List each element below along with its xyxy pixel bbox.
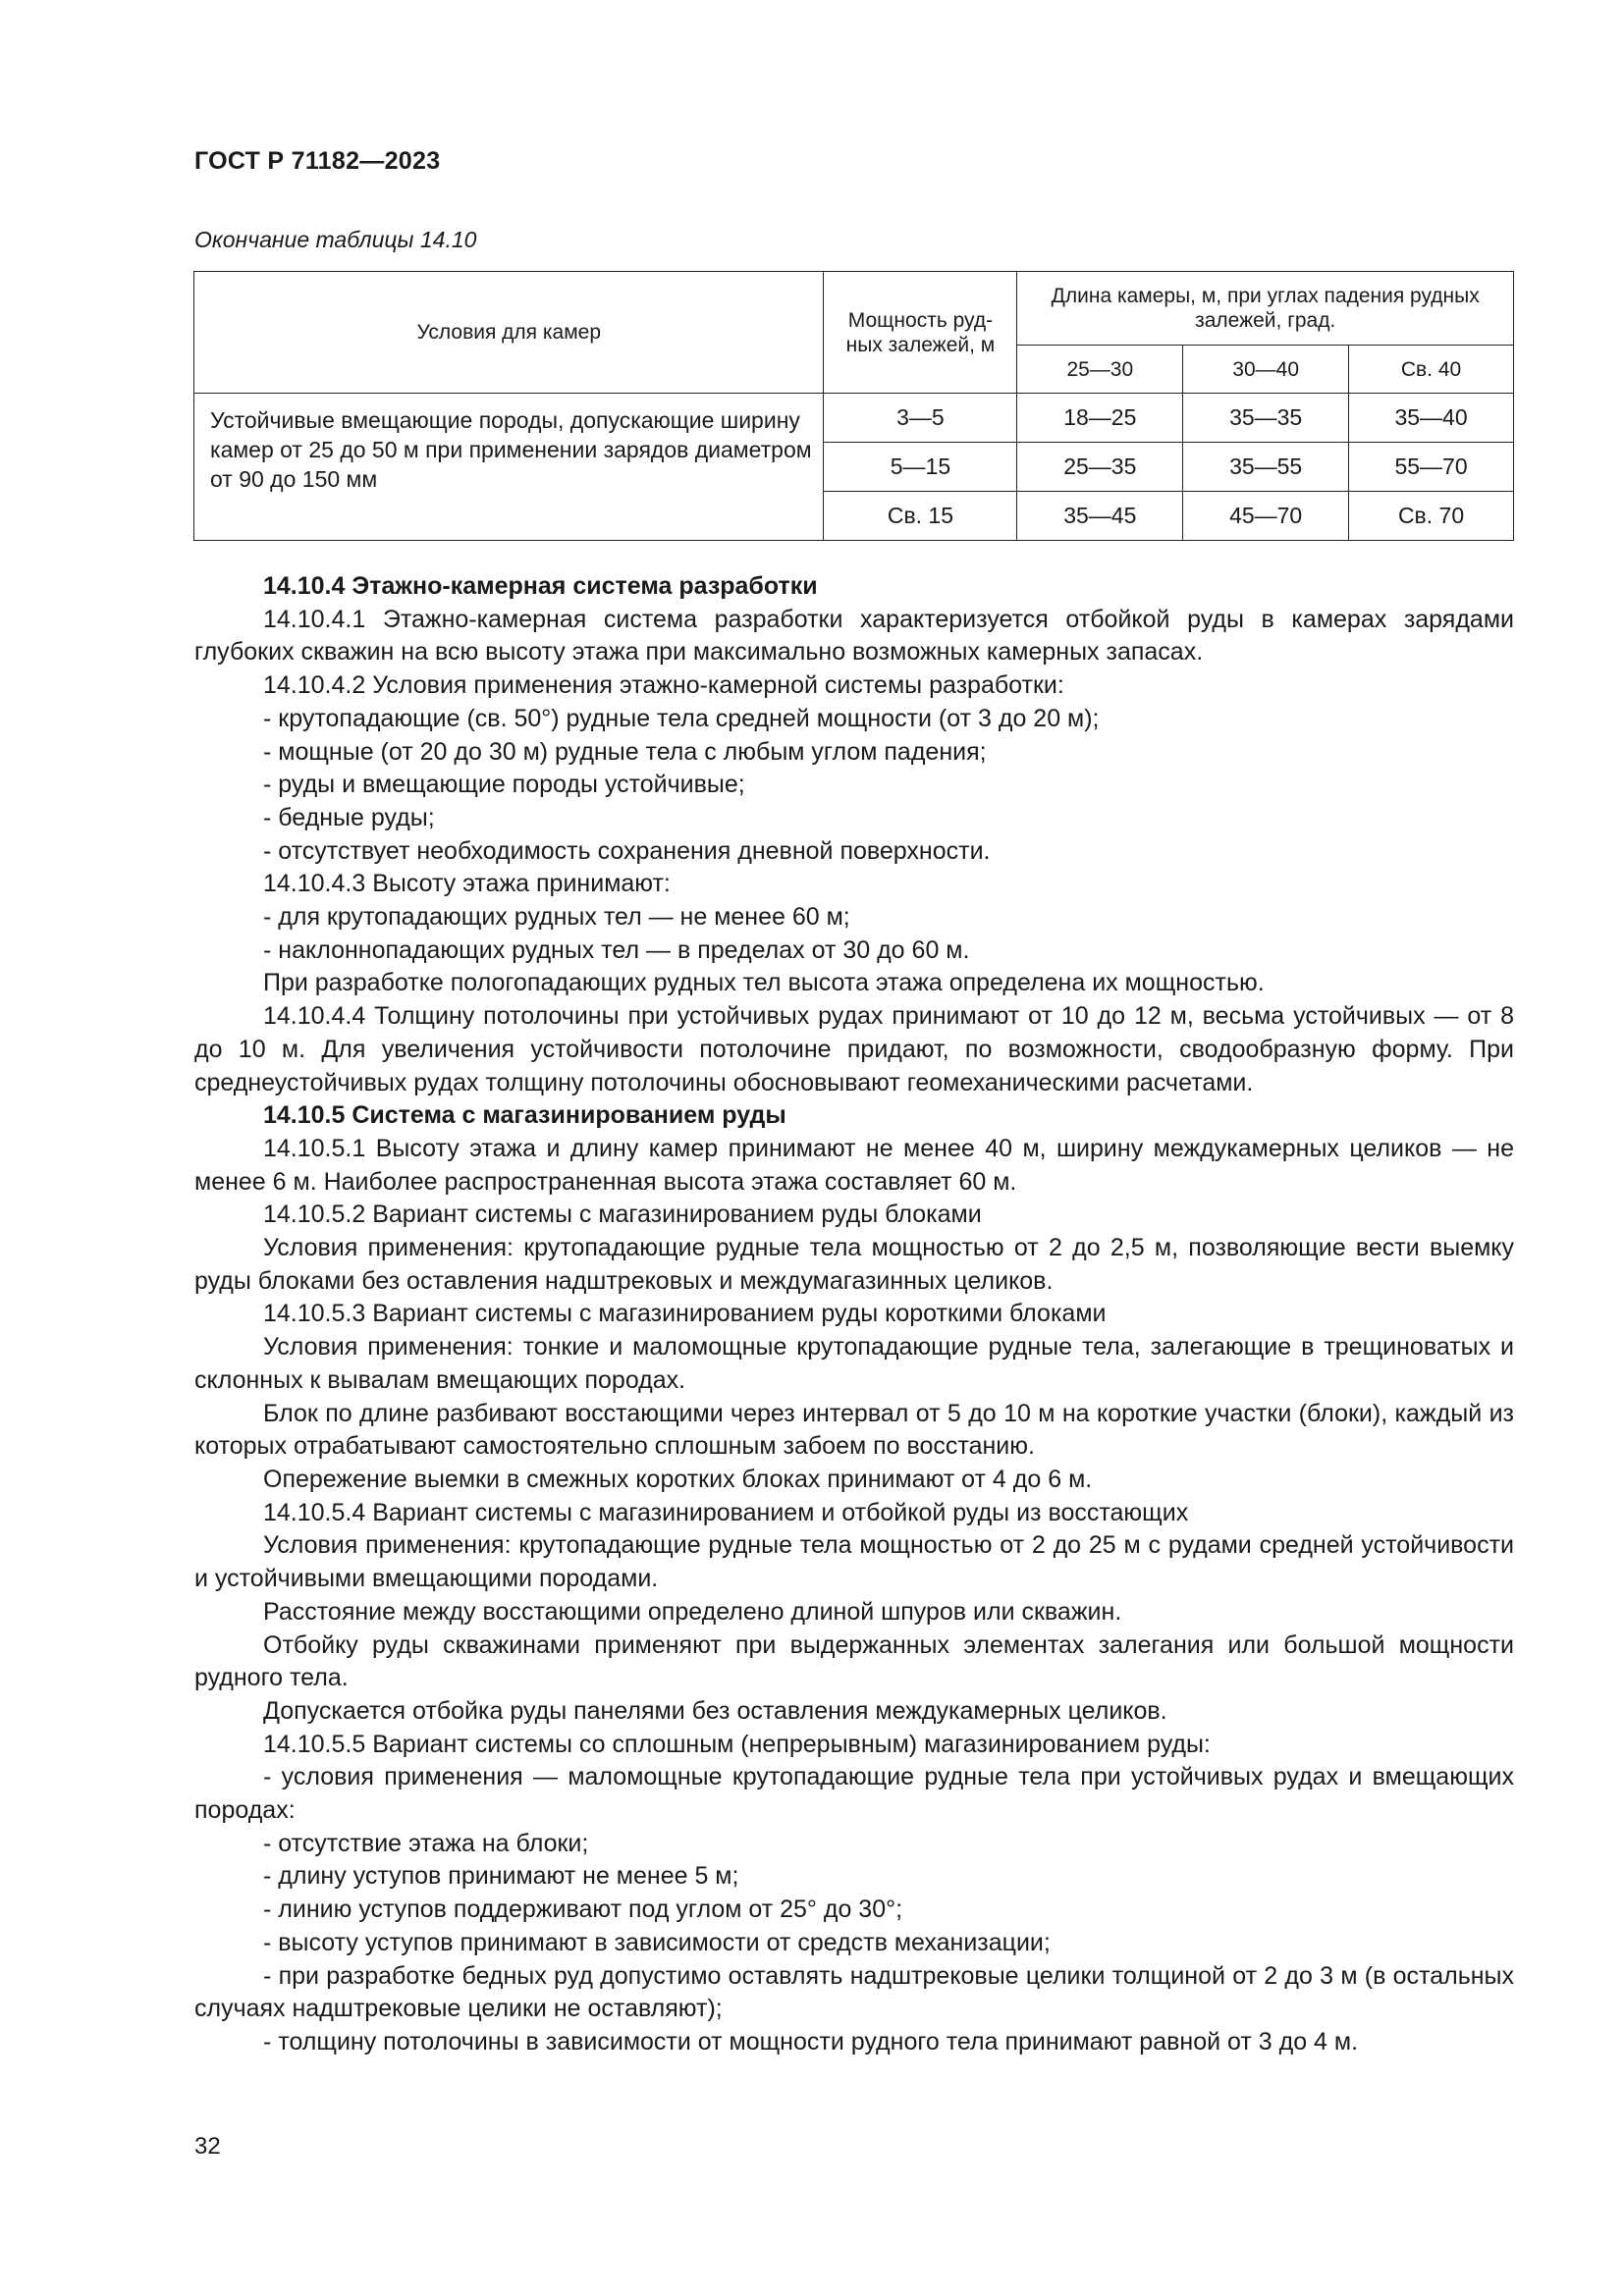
length-cell: 18—25 <box>1017 394 1183 443</box>
paragraph: 14.10.4.3 Высоту этажа принимают: <box>263 870 671 898</box>
list-item: - руды и вмещающие породы устойчивые; <box>263 771 745 799</box>
paragraph: Расстояние между восстающими определено длиной шпуров или скважин. <box>263 1597 1122 1626</box>
list-item: - при разработке бедных руд допустимо оставлять надштрековые целики толщиной от 2 до 3 м (в остальных случаях надштрековые целики не оставляют); <box>194 1961 1514 2023</box>
paragraph: 14.10.5.2 Вариант системы с магазинированием руды блоками <box>263 1201 982 1229</box>
paragraph: Условия применения: тонкие и маломощные крутопадающие рудные тела, залегающие в трещиноватых и склонных к вывалам вмещающих породах. <box>194 1333 1514 1394</box>
paragraph: 14.10.5.1 Высоту этажа и длину камер принимают не менее 40 м, ширину междукамерных целиков — не менее 6 м. Наиболее распространенная высота этажа составляет 60 м. <box>194 1134 1514 1196</box>
paragraph: Блок по длине разбивают восстающими через интервал от 5 до 10 м на короткие участки (блоки), каждый из которых отрабатывают самостоятельно сплошным забоем по восстанию. <box>194 1399 1514 1461</box>
length-cell: 25—35 <box>1017 443 1183 492</box>
body-text <box>194 570 1514 2059</box>
header-thickness: Мощность руд-ных залежей, м <box>824 272 1017 394</box>
paragraph: Допускается отбойка руды панелями без оставления междукамерных целиков. <box>263 1696 1167 1725</box>
length-cell: 35—55 <box>1183 443 1349 492</box>
list-item: - отсутствие этажа на блоки; <box>263 1829 589 1857</box>
thickness-cell: Св. 15 <box>824 492 1017 541</box>
table-caption: Окончание таблицы 14.10 <box>194 227 477 252</box>
paragraph: Отбойку руды скважинами применяют при выдержанных элементах залегания или большой мощности рудного тела. <box>194 1630 1514 1692</box>
paragraph: 14.10.4.1 Этажно-камерная система разработки характеризуется отбойкой руды в камерах зарядами глубоких скважин на всю высоту этажа при максимально возможных камерных запасах. <box>194 605 1514 667</box>
document-header: ГОСТ Р 71182—2023 <box>194 147 441 175</box>
paragraph: 14.10.4.2 Условия применения этажно-камерной системы разработки: <box>263 671 1064 700</box>
list-item: - толщину потолочины в зависимости от мощности рудного тела принимают равной от 3 до 4 м. <box>263 2027 1359 2056</box>
paragraph: 14.10.5.3 Вариант системы с магазинированием руды короткими блоками <box>263 1300 1107 1328</box>
paragraph: 14.10.5.4 Вариант системы с магазинированием и отбойкой руды из восстающих <box>263 1498 1189 1526</box>
list-item: - высоту уступов принимают в зависимости от средств механизации; <box>263 1928 1051 1956</box>
list-item: - отсутствует необходимость сохранения дневной поверхности. <box>263 836 991 865</box>
paragraph: Условия применения: крутопадающие рудные тела мощностью от 2 до 2,5 м, позволяющие вести выемку руды блоками без оставления надштрековых и междумагазинных целиков. <box>194 1234 1514 1295</box>
header-conditions: Условия для камер <box>194 272 824 394</box>
section-heading: 14.10.5 Система с магазинированием руды <box>263 1101 786 1130</box>
data-table <box>193 271 1514 541</box>
list-item: - наклоннопадающих рудных тел — в пределах от 30 до 60 м. <box>263 935 970 964</box>
header-chamber-length: Длина камеры, м, при углах падения рудных залежей, град. <box>1017 272 1514 346</box>
list-item: - линию уступов поддерживают под углом от 25° до 30°; <box>263 1896 903 1924</box>
length-cell: Св. 70 <box>1349 492 1514 541</box>
length-cell: 35—40 <box>1349 394 1514 443</box>
table-row <box>194 394 1514 443</box>
paragraph: Опережение выемки в смежных коротких блоках принимают от 4 до 6 м. <box>263 1465 1093 1493</box>
paragraph: 14.10.5.5 Вариант системы со сплошным (непрерывным) магазинированием руды: <box>263 1730 1211 1758</box>
length-cell: 55—70 <box>1349 443 1514 492</box>
paragraph: 14.10.4.4 Толщину потолочины при устойчивых рудах принимают от 10 до 12 м, весьма устойчивых — от 8 до 10 м. Для увеличения устойчивости потолочине придают, по возможности, сводообразную форму. При среднеустойчивых рудах толщину потолочины обосновывают геомеханическими расчетами. <box>194 1002 1514 1096</box>
condition-cell: Устойчивые вмещающие породы, допускающие ширину камер от 25 до 50 м при применении зарядов диаметром от 90 до 150 мм <box>194 394 824 541</box>
paragraph: Условия применения: крутопадающие рудные тела мощностью от 2 до 25 м с рудами средней устойчивости и устойчивыми вмещающими породами. <box>194 1531 1514 1593</box>
length-cell: 35—35 <box>1183 394 1349 443</box>
length-cell: 45—70 <box>1183 492 1349 541</box>
list-item: - длину уступов принимают не менее 5 м; <box>263 1862 739 1891</box>
page-number: 32 <box>194 2133 221 2160</box>
length-cell: 35—45 <box>1017 492 1183 541</box>
header-angle-25-30: 25—30 <box>1017 346 1183 394</box>
thickness-cell: 5—15 <box>824 443 1017 492</box>
list-item: - крутопадающие (св. 50°) рудные тела средней мощности (от 3 до 20 м); <box>263 704 1100 732</box>
header-angle-over-40: Св. 40 <box>1349 346 1514 394</box>
list-item: - условия применения — маломощные крутопадающие рудные тела при устойчивых рудах и вмещающих породах: <box>194 1763 1514 1825</box>
header-angle-30-40: 30—40 <box>1183 346 1349 394</box>
paragraph: При разработке пологопадающих рудных тел высота этажа определена их мощностью. <box>263 969 1265 997</box>
list-item: - бедные руды; <box>263 803 435 831</box>
list-item: - мощные (от 20 до 30 м) рудные тела с любым углом падения; <box>263 737 987 766</box>
thickness-cell: 3—5 <box>824 394 1017 443</box>
section-heading: 14.10.4 Этажно-камерная система разработки <box>263 572 818 600</box>
list-item: - для крутопадающих рудных тел — не менее 60 м; <box>263 903 850 932</box>
